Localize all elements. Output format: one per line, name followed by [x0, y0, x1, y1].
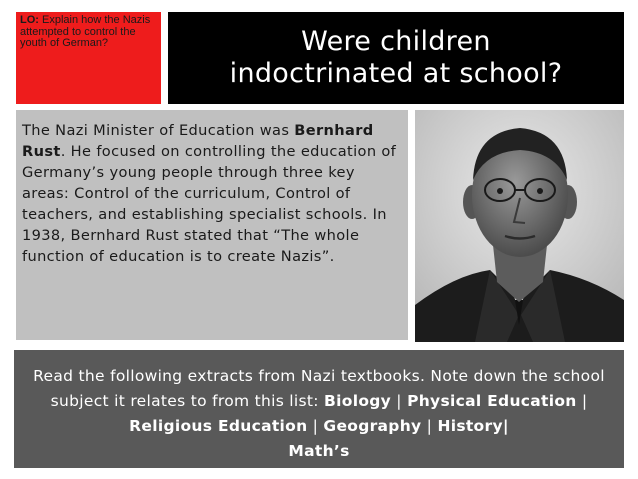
subject-separator: | — [502, 417, 509, 435]
subject-separator: | — [307, 417, 324, 435]
intro-text-part-2: . He focused on controlling the education of Germany’s young people through three key areas: Control of the curriculum, Control of teachers, and establishing specialist schools. In 1938, Bernhard Rust stated that “The whole function of education is to create Nazis”. — [22, 143, 397, 265]
lo-text: Explain how the Nazis attempted to control the youth of German? — [20, 14, 151, 49]
minister-name: Bernhard Rust — [22, 122, 374, 160]
lo-label: LO: — [20, 14, 39, 26]
subject-maths: Math’s — [288, 442, 350, 460]
subject-biology: Biology — [324, 392, 392, 410]
subject-physical-education: Physical Education — [407, 392, 577, 410]
portrait-photo — [415, 110, 624, 342]
slide-title — [168, 12, 624, 104]
subject-separator: | — [421, 417, 438, 435]
subject-separator: | — [576, 392, 588, 410]
intro-text-box — [16, 110, 408, 340]
subject-geography: Geography — [323, 417, 422, 435]
subject-religious-education: Religious Education — [129, 417, 308, 435]
task-intro-text: Read the following extracts from Nazi textbooks. Note down the school subject it relates to from this list: — [33, 367, 605, 410]
portrait-image — [415, 110, 624, 342]
learning-objective-box — [16, 12, 161, 104]
subject-history: History — [437, 417, 503, 435]
title-line-2: indoctrinated at school? — [229, 58, 563, 89]
task-instructions-box — [14, 350, 624, 468]
subject-separator: | — [391, 392, 408, 410]
intro-text-part-1: The Nazi Minister of Education was — [22, 122, 295, 139]
title-line-1: Were children — [301, 26, 491, 57]
